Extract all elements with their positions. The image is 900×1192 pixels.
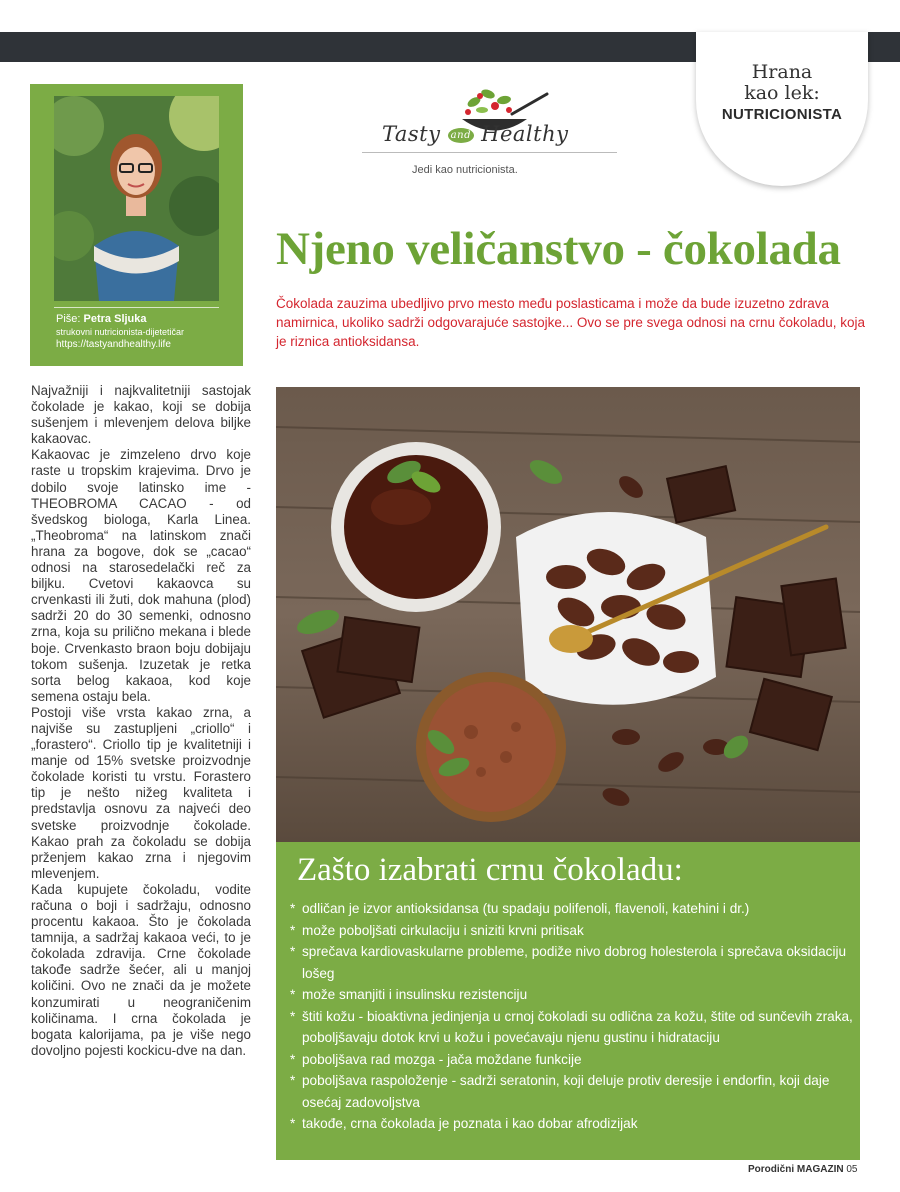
author-photo — [54, 96, 219, 301]
author-name: Petra Sljuka — [83, 313, 147, 325]
author-role: strukovni nutricionista-dijetetičar — [56, 327, 185, 337]
author-label: Piše: — [56, 313, 81, 325]
benefits-box — [276, 842, 860, 1160]
benefit-item: * sprečava kardiovaskularne probleme, podiže nivo dobrog holesterola i sprečava oksidaciju lošeg — [290, 941, 855, 984]
benefit-item: * može smanjiti i insulinsku rezistenciju — [290, 984, 855, 1006]
benefit-item: * može poboljšati cirkulaciju i sniziti krvni pritisak — [290, 920, 855, 942]
benefit-item: * poboljšava raspoloženje - sadrži seratonin, koji deluje protiv deresije i endorfin, koji daje osećaj zadovoljstva — [290, 1070, 855, 1113]
author-website[interactable]: https://tastyandhealthy.life — [56, 339, 171, 350]
body-paragraph: Najvažniji i najkvalitetniji sastojak čokolade je kakao, koji se dobija sušenjem i mlevenjem delova biljke kakaovac. — [31, 383, 251, 447]
logo-title — [382, 122, 568, 146]
author-divider — [54, 307, 219, 308]
article-body — [31, 383, 251, 1059]
magazine-prefix: Porodični — [748, 1164, 795, 1175]
badge-line-3: NUTRICIONISTA — [721, 106, 843, 123]
body-paragraph: Postoji više vrsta kakao zrna, a najviše su zastupljeni „criollo“ i „forastero“. Criollo tip je kvalitetniji i manje od 15% svetske proizvodnje čokolade koristi tu vrstu. Forastero tip je nešto nižeg kvaliteta i predstavlja osnovu za najveći deo svetske proizvodnje čokolade. Kakao prah za čokoladu se dobija prženjem kakao zrna i njegovim mlevenjem. — [31, 704, 251, 881]
logo-word-healthy: Healthy — [481, 122, 569, 146]
article-title: Njeno veličanstvo - čokolada — [276, 223, 841, 275]
author-name-line — [56, 312, 241, 326]
benefit-item: * odličan je izvor antioksidansa (tu spadaju polifenoli, flavenoli, katehini i dr.) — [290, 898, 855, 920]
logo-word-tasty: Tasty — [382, 122, 441, 146]
section-badge — [696, 32, 868, 186]
logo-divider — [362, 152, 617, 153]
body-paragraph: Kada kupujete čokoladu, vodite računa o boji i sadržaju, odnosno procentu kakaoa. Što je čokolada tamnija, a sadržaj kakaoa veći, to je čokolada zdravija. Crne čokolade takođe sadrže šećer, ali u manjoj količini. Ovo ne znači da je možete konzumirati u neograničenim količinama. I crna čokolada je bogata kalorijama, pa je više nego dovoljno pojesti kockicu-dve na dan. — [31, 881, 251, 1058]
badge-line-1: Hrana — [751, 61, 813, 83]
author-info — [56, 312, 241, 351]
benefit-item: * štiti kožu - bioaktivna jedinjenja u crnoj čokoladi su odlična za kožu, štite od sunčevih zraka, poboljšavaju dotok krvi u kožu i povećavaju njenu gustinu i hidrataciju — [290, 1006, 855, 1049]
badge-line-2: kao lek: — [744, 82, 820, 104]
benefits-list — [290, 898, 855, 1135]
benefit-item: * takođe, crna čokolada je poznata i kao dobar afrodizijak — [290, 1113, 855, 1135]
body-paragraph: Kakaovac je zimzeleno drvo koje raste u tropskim krajevima. Drvo je dobilo svoje latinsko ime -THEOBROMA CACAO - od švedskog biologa, Karla Linea. „Theobroma“ na latinskom znači hrana za bogove, dok se „cacao“ odnosi na starosedelački reč za biljku. Cvetovi kakaovca su crvenkasti ili žuti, dok mahuna (plod) sadrži 20 do 30 semenki, odnosno zrna, koja su prilično mekana i blede boje. Crvenkasto braon boju dobijaju tokom sušenja. Izuzetak je retka sorta belog kakaoa, kod koje semena ostaju bela. — [31, 447, 251, 704]
benefits-title: Zašto izabrati crnu čokoladu: — [297, 852, 683, 888]
author-card — [30, 84, 243, 366]
page-number: 05 — [846, 1164, 858, 1175]
tasty-healthy-logo — [362, 84, 622, 184]
logo-tagline: Jedi kao nutricionista. — [412, 164, 518, 176]
logo-word-and: and — [448, 128, 474, 143]
chocolate-photo — [276, 387, 860, 842]
page-footer — [748, 1164, 857, 1175]
article-intro: Čokolada zauzima ubedljivo prvo mesto među poslasticama i može da bude izuzetno zdrava namirnica, ukoliko sadrži odgovarajuće sastojke... Ovo se pre svega odnosi na crnu čokoladu, koja je riznica antioksidansa. — [276, 296, 866, 349]
magazine-name: MAGAZIN — [796, 1164, 844, 1175]
benefit-item: * poboljšava rad mozga - jača moždane funkcije — [290, 1049, 855, 1071]
